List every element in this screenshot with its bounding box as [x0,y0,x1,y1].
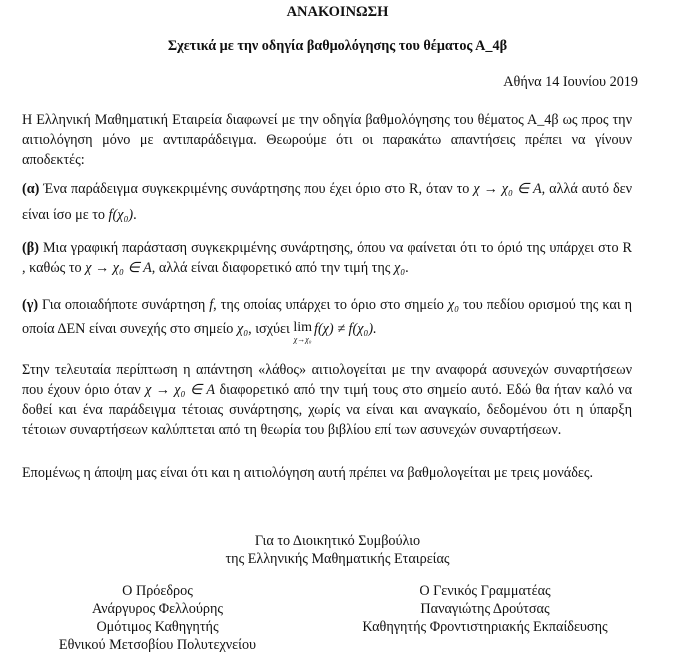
president-title2: Εθνικού Μετσοβίου Πολυτεχνείου [58,637,257,653]
last-case-text2: διαφορετικό από την τιμή τους στο σημείο αυτό. Εδώ θα ήταν καλό να δοθεί και ένα παράδειγμα τέτοιας συνάρτησης, χωρίς να είναι και αναγκαίο, δεδομένου ότι η ύπαρξη τέτοιων συναρτήσεων καλύπτεται από τη θεωρία του βιβλίου επί των ασυνεχών συναρτήσεων. [22,382,633,438]
item-c-text3: του πεδίου [462,297,525,313]
item-a-text2: , αλλά [541,181,578,197]
signature-left [20,582,295,654]
item-c-label: (γ) [22,297,39,313]
chi-to-chi0-formula: χ → χ₀ ∈ Α [473,181,542,197]
chi-to-chi0-formula-b: χ → χ₀ ∈ Α [85,260,152,276]
item-c-text2: , της οποίας υπάρχει το όριο στο σημείο [213,297,444,313]
president-role: Ο Πρόεδρος [122,583,193,599]
signature-right [330,582,640,636]
secretary-title1: Καθηγητής Φροντιστηριακής Εκπαίδευσης [362,619,608,635]
item-b: (β) Μια γραφική παράσταση συγκεκριμένης συνάρτησης, όπου να φαίνεται ότι το όριό της υπάρχει στο R , καθώς το χ → χ₀ ∈ Α, αλλά είναι διαφορετικό από την τιμή της χ₀. [22,240,633,276]
item-a-label: (α) [22,181,40,197]
president-title1: Ομότιμος Καθηγητής [96,619,219,635]
item-b-text1: Μια γραφική παράσταση συγκεκριμένης συνάρτησης, όπου να φαίνεται ότι το όριό της [42,240,546,256]
item-c [22,293,632,345]
board-line2: της Ελληνικής Μαθηματικής Εταιρείας [225,551,450,567]
item-b-text3: , αλλά είναι διαφορετικό από την τιμή της [151,260,391,276]
limit-expression: f(χ) ≠ f(χ₀). [314,321,377,337]
president-name: Ανάργυρος Φελλούρης [91,601,224,617]
item-a-text3: αυτό δεν είναι ίσο με το [22,181,633,223]
chi0-symbol-c1: χ₀ [447,297,460,313]
item-c-text5: , ισχύει [248,321,290,337]
limit-operator: lim χ→χ₀ [293,320,313,344]
intro-paragraph: Η Ελληνική Μαθηματική Εταιρεία διαφωνεί με την οδηγία βαθμολόγησης του θέματος Α_4β ως προς την αιτιολόγηση μόνο με αντιπαράδειγμα. Θεωρούμε ότι οι παρακάτω απαντήσεις πρέπει να γίνουν αποδεκτές: [22,112,632,168]
item-b-label: (β) [22,240,39,256]
board-line1: Για το Διοικητικό Συμβούλιο [254,533,421,549]
secretary-name: Παναγιώτης Δρούτσας [420,601,550,617]
secretary-role: Ο Γενικός Γραμματέας [419,583,551,599]
item-a-text1: Ένα παράδειγμα συγκεκριμένης συνάρτησης που έχει όριο στο R, όταν το [43,181,470,197]
item-c-text1: Για οποιαδήποτε συνάρτηση [42,297,206,313]
document-title: ΑΝΑΚΟΙΝΩΣΗ [286,4,389,20]
last-case-paragraph [22,360,632,440]
f-chi0-formula: f(χ₀) [108,207,134,223]
document-date: Αθήνα 14 Ιουνίου 2019 [503,74,638,90]
last-case-text1: Στην τελευταία περίπτωση η απάντηση «λάθος» αιτιολογείται με την αναφορά ασυνεχών συναρτήσεων που έχουν όριο όταν [22,362,632,398]
item-c-text4: ορισμού της και η οποία ΔΕΝ είναι συνεχής στο σημείο [22,297,632,337]
chi0-symbol-c2: χ₀ [236,321,249,337]
chi-to-chi0-formula-c: χ → χ₀ ∈ Α [145,382,216,398]
board-block [0,532,675,568]
item-b-text2: υπάρχει στο R , καθώς το [22,240,633,276]
chi0-symbol-b: χ₀ [393,260,406,276]
item-a: (α) Ένα παράδειγμα συγκεκριμένης συνάρτησης που έχει όριο στο R, όταν το χ → χ₀ ∈ Α, αλλά αυτό δεν είναι ίσο με το f(χ₀). [22,181,633,223]
document-subtitle: Σχετικά με την οδηγία βαθμολόγησης του θέματος Α_4β [167,38,508,54]
conclusion-paragraph: Επομένως η άποψη μας είναι ότι και η αιτιολόγηση αυτή πρέπει να βαθμολογείται με τρεις μονάδες. [22,465,593,481]
f-symbol: f [209,297,214,313]
